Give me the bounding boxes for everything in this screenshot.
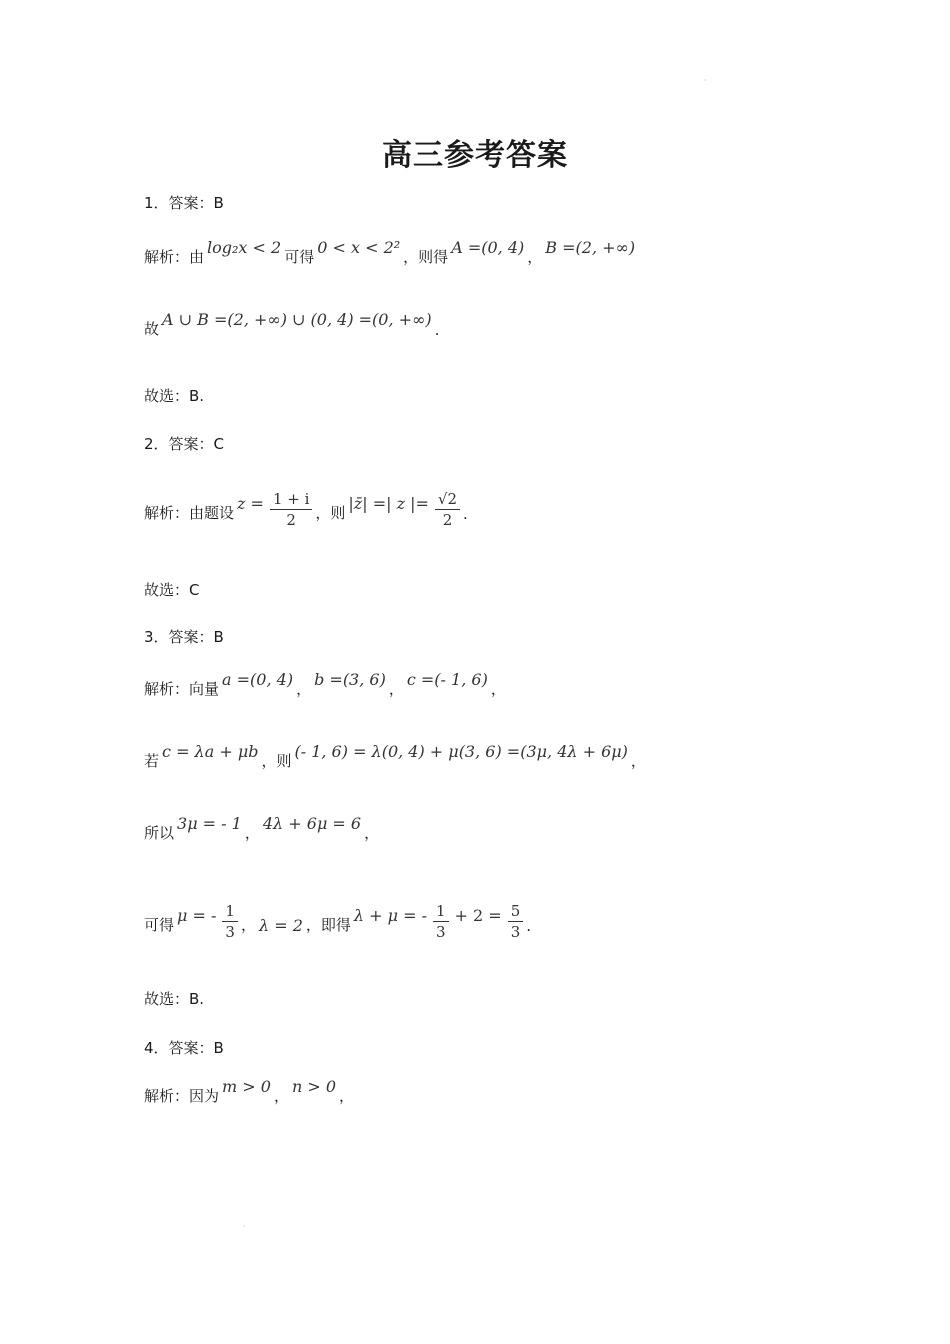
q3-fraction-sum1: $\frac{1}{3}$ [433,902,449,941]
q4-text: ， [339,1087,355,1105]
q4-math-n: n > 0 [291,1077,337,1096]
q2-fraction-result: $\frac{√2}{2}$ [435,490,460,529]
q1-answer: 1．答案：B [144,194,224,212]
q3-text: 解析：向量 [144,680,220,698]
q3-math-combination: c = λa + μb [162,742,259,761]
q1-text: . [434,321,440,339]
scan-dot-top: · [704,76,707,85]
page-title: 高三参考答案 [382,138,568,173]
q3-math-sum: λ + μ = - [353,906,427,925]
q1-text: 解析：由 [144,248,205,266]
q3-math-expansion: (- 1, 6) = λ(0, 4) + μ(3, 6) =(3μ, 4λ + 6μ) [294,742,628,761]
q3-fraction-mu: $\frac{1}{3}$ [222,902,238,941]
q1-solution-line1 [144,238,638,267]
q3-text: ，则 [261,752,292,770]
q3-solution-line2 [144,742,646,771]
q3-math-eq1: 3μ = - 1 [177,814,242,833]
q3-solution-line3 [144,814,380,843]
q3-text: . [526,917,532,935]
q1-text: ，则得 [403,248,449,266]
q3-solution-line1 [144,670,506,699]
q2-fraction-z: $\frac{1 + i}{2}$ [270,490,312,529]
q3-text: ， [490,680,506,698]
q3-math-vector-a: a =(0, 4) [222,670,294,689]
q3-text: ， [244,824,260,842]
q1-math-range: 0 < x < 2² [317,238,401,257]
q3-math-eq2: 4λ + 6μ = 6 [262,814,362,833]
q1-text: 故 [144,320,160,338]
q3-solution-line4 [144,896,532,941]
q2-choice: 故选：C [144,581,200,599]
q2-answer: 2．答案：C [144,435,225,453]
q2-text: ，则 [315,504,346,522]
q2-text: . [463,505,468,523]
q3-math-lambda: λ = 2 [258,916,303,935]
q2-math-z: z = [237,494,264,513]
q1-text: ， [527,248,543,266]
q3-text: ， [388,680,404,698]
q3-math-plus-two: + 2 = [454,906,502,925]
q1-solution-line2 [144,310,440,339]
q3-math-vector-b: b =(3, 6) [314,670,386,689]
q3-text: ， [240,916,256,934]
q1-math-log: log₂x < 2 [207,238,282,257]
q3-text: 可得 [144,916,175,934]
q3-text: ， [364,824,380,842]
q1-choice: 故选：B. [144,387,205,405]
q3-text: ，即得 [305,916,351,934]
q1-math-set-a: A =(0, 4) [451,238,525,257]
q2-text: 解析：由题设 [144,504,235,522]
q4-text: 解析：因为 [144,1087,220,1105]
q3-text: ， [296,680,312,698]
q3-text: 所以 [144,824,175,842]
q4-solution [144,1077,355,1106]
q1-math-set-b: B =(2, +∞) [545,238,636,257]
q4-math-m: m > 0 [222,1077,271,1096]
q3-text: 若 [144,752,160,770]
q4-answer: 4．答案：B [144,1039,224,1057]
q1-text: 可得 [284,248,315,266]
q3-math-vector-c: c =(- 1, 6) [406,670,488,689]
q3-fraction-result: $\frac{5}{3}$ [508,902,524,941]
q4-text: ， [273,1087,289,1105]
q3-math-mu: μ = - [177,906,217,925]
q2-solution [144,484,468,529]
q3-text: ， [630,752,646,770]
q3-choice: 故选：B. [144,990,205,1008]
q1-math-union: A ∪ B =(2, +∞) ∪ (0, 4) =(0, +∞) [162,310,432,329]
q2-math-modulus: |z̄| =| z |= [348,494,429,513]
scan-dot-bottom: · [243,1222,246,1231]
q3-answer: 3．答案：B [144,628,224,646]
